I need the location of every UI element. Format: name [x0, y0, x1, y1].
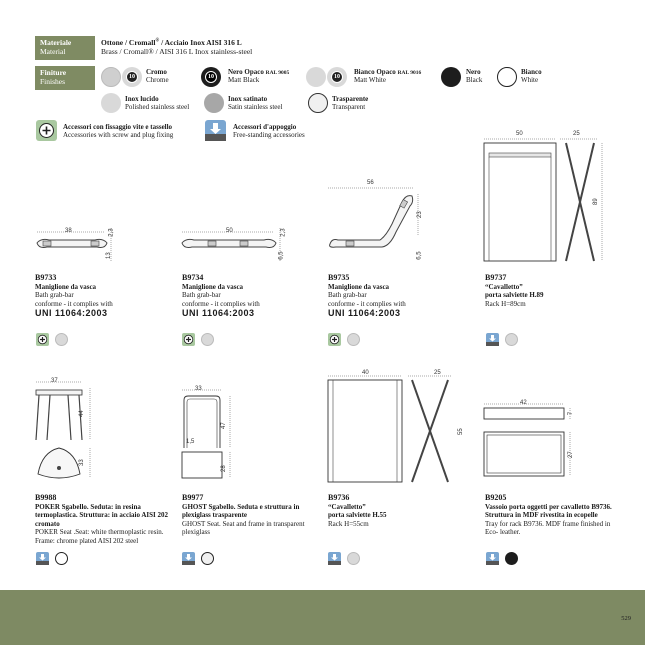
b9736-free-standing-icon — [328, 552, 341, 565]
finish-label: Finiture — [40, 68, 67, 77]
b9733-width-dim: 38 — [65, 228, 72, 234]
b9734-finish-swatch — [201, 333, 214, 346]
b9988-description: POKER Sgabello. Seduta: in resina termoplastica. Struttura: in acciaio AISI 202 cromato POKER Seat .Seat: white thermoplastic resin. Frame: chrome plated AISI 202 steel — [35, 503, 168, 545]
b9205-description: Vassoio porta oggetti per cavalletto B9736. Struttura in MDF rivestita in ecopelle Tray for rack B9736. MDF frame finished in Eco- leather. — [485, 503, 612, 537]
b9734-depth-dim: 6,5 — [278, 251, 285, 260]
finish-matt-white: Bianco Opaco RAL 9016 Matt White — [354, 68, 422, 85]
free-standing-accessory-icon — [205, 120, 226, 141]
polished-steel-swatch — [101, 93, 121, 113]
b9205-finish-swatch — [505, 552, 518, 565]
matt-black-swatch: 10 — [201, 67, 221, 87]
b9736-description: “Cavalletto” porta salviette H.55 Rack H=55cm — [328, 503, 387, 528]
satin-steel-swatch — [204, 93, 224, 113]
b9205-drawing — [482, 400, 582, 480]
b9734-code: B9734 — [182, 273, 204, 282]
b9735-drawing — [322, 180, 432, 270]
b9737-code: B9737 — [485, 273, 507, 282]
b9737-height-dim: 89 — [592, 198, 599, 205]
b9737-width-dim: 50 — [516, 131, 523, 137]
b9736-height-dim: 55 — [457, 428, 464, 435]
finish-black: Nero Black — [466, 68, 483, 85]
b9737-finish-swatch — [505, 333, 518, 346]
b9735-code: B9735 — [328, 273, 350, 282]
b9734-height-dim: 2,3 — [280, 228, 287, 237]
finish-matt-black: Nero Opaco RAL 9005 Matt Black — [228, 68, 290, 85]
material-description: Ottone / Cromall® / Acciaio Inox AISI 316 L Brass / Cromall® / AISI 316 L Inox stainless-steel — [101, 38, 253, 56]
b9733-code: B9733 — [35, 273, 57, 282]
b9988-width-dim: 37 — [51, 378, 58, 384]
b9734-description: Maniglione da vasca Bath grab-bar conforme - it complies with UNI 11064:2003 — [182, 283, 260, 319]
b9977-seat-dim: 28 — [220, 465, 227, 472]
b9733-height-dim: 2,3 — [108, 228, 115, 237]
transparent-swatch — [308, 93, 328, 113]
b9733-finish-swatch — [55, 333, 68, 346]
b9735-screw-fixing-icon — [328, 333, 341, 346]
b9988-drawing — [30, 378, 110, 488]
b9977-width-dim: 33 — [195, 386, 202, 392]
b9977-height-dim: 47 — [220, 422, 227, 429]
b9735-width-dim: 56 — [367, 180, 374, 186]
b9735-depth-dim: 6,5 — [416, 251, 423, 260]
footer-band — [0, 590, 645, 645]
material-label: Materiale — [40, 38, 72, 47]
b9977-thickness-dim: 1,5 — [186, 439, 195, 445]
b9736-code: B9736 — [328, 493, 350, 502]
finish-satin-steel: Inox satinato Satin stainless steel — [228, 95, 283, 112]
b9735-description: Maniglione da vasca Bath grab-bar conforme - it complies with UNI 11064:2003 — [328, 283, 406, 319]
white-swatch — [497, 67, 517, 87]
b9737-free-standing-icon — [486, 333, 499, 346]
finish-white: Bianco White — [521, 68, 542, 85]
finish-chrome: Cromo Chrome — [146, 68, 169, 85]
b9733-drawing — [33, 228, 133, 268]
page-number: 529 — [621, 615, 631, 622]
matt-white-swatch — [306, 67, 326, 87]
b9736-width-dim: 40 — [362, 370, 369, 376]
material-text-en: Brass / Cromall® / AISI 316 L Inox stainless-steel — [101, 47, 253, 56]
chrome-swatch-badge: 10 — [122, 67, 142, 87]
material-tag — [35, 36, 95, 60]
b9988-code: B9988 — [35, 493, 57, 502]
accessory-free-standing: Accessori d'appoggio Free-standing accessories — [233, 123, 305, 140]
b9977-free-standing-icon — [182, 552, 195, 565]
b9733-screw-fixing-icon — [36, 333, 49, 346]
material-text: Ottone / Cromall — [101, 38, 156, 47]
b9988-free-standing-icon — [36, 552, 49, 565]
b9737-drawing — [480, 133, 610, 263]
b9988-seat-dim: 33 — [78, 459, 85, 466]
b9988-height-dim: 44 — [78, 410, 85, 417]
b9734-screw-fixing-icon — [182, 333, 195, 346]
b9733-description: Maniglione da vasca Bath grab-bar conforme - it complies with UNI 11064:2003 — [35, 283, 113, 319]
b9734-width-dim: 50 — [226, 228, 233, 234]
b9205-height-dim: 7 — [568, 411, 575, 416]
b9977-description: GHOST Sgabello. Seduta e struttura in plexiglass trasparente GHOST Seat. Seat and frame in transparent plexiglass — [182, 503, 305, 537]
b9737-depth-dim: 25 — [573, 131, 580, 137]
b9977-finish-swatch — [201, 552, 214, 565]
b9734-drawing — [178, 228, 288, 268]
finish-polished-steel: Inox lucido Polished stainless steel — [125, 95, 190, 112]
b9735-finish-swatch — [347, 333, 360, 346]
accessory-screw-fixing: Accessori con fissaggio vite e tassello Accessories with screw and plug fixing — [63, 123, 174, 140]
b9736-drawing — [324, 370, 464, 490]
b9735-height-dim: 23 — [416, 211, 423, 218]
chrome-swatch — [101, 67, 121, 87]
finish-transparent: Trasparente Transparent — [332, 95, 369, 112]
b9205-code: B9205 — [485, 493, 507, 502]
b9988-finish-swatch — [55, 552, 68, 565]
matt-white-badge: 10 — [327, 67, 347, 87]
finish-tag — [35, 66, 95, 90]
b9205-depth-dim: 27 — [567, 451, 574, 458]
b9736-depth-dim: 25 — [434, 370, 441, 376]
b9737-description: “Cavalletto” porta salviette H.89 Rack H=89cm — [485, 283, 544, 308]
b9977-code: B9977 — [182, 493, 204, 502]
screw-fixing-accessory-icon — [36, 120, 57, 141]
black-swatch — [441, 67, 461, 87]
b9205-width-dim: 42 — [520, 400, 527, 406]
finish-label-en: Finishes — [40, 76, 66, 86]
b9733-depth-dim: 13 — [105, 252, 112, 259]
b9736-finish-swatch — [347, 552, 360, 565]
material-label-en: Material — [40, 46, 66, 56]
b9205-free-standing-icon — [486, 552, 499, 565]
